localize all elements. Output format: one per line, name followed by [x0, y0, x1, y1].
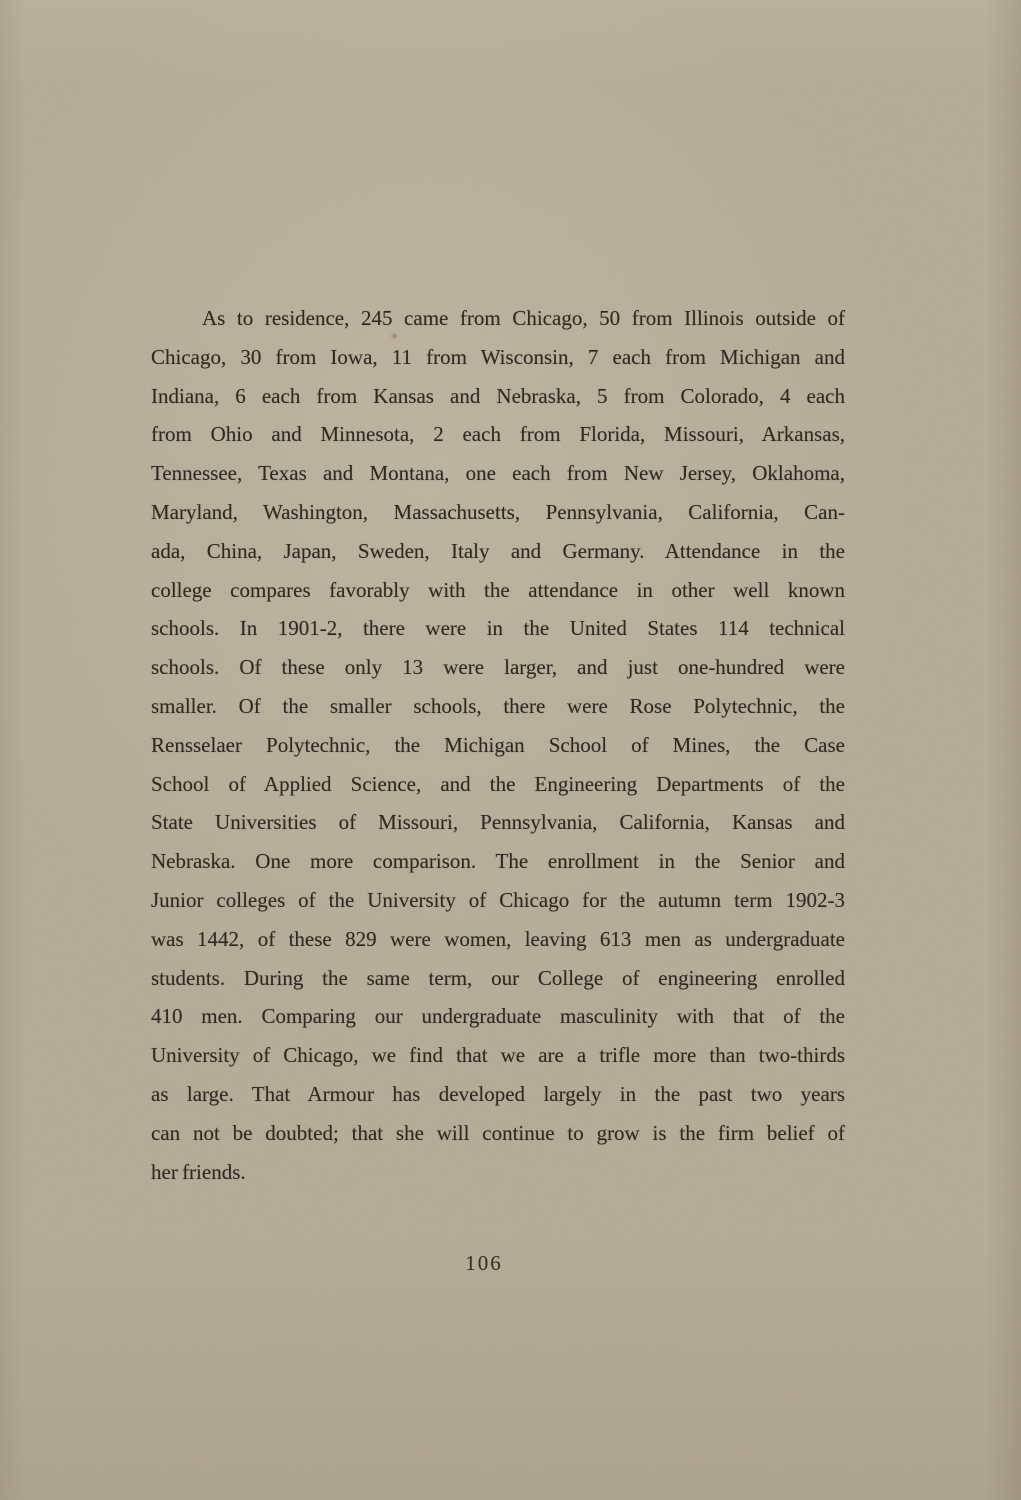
- text-line: Maryland, Washington, Massachusetts, Pennsylvania, California, Can-: [151, 499, 845, 524]
- text-line: smaller. Of the smaller schools, there were Rose Polytechnic, the: [151, 693, 845, 718]
- text-line: her friends.: [151, 1159, 246, 1184]
- text-line: As to residence, 245 came from Chicago, 50 from Illinois outside of: [202, 306, 845, 330]
- text-line: as large. That Armour has developed largely in the past two years: [151, 1081, 845, 1106]
- text-line: can not be doubted; that she will continue to grow is the firm belief of: [151, 1120, 845, 1145]
- text-line: college compares favorably with the attendance in other well known: [151, 577, 845, 602]
- text-line: Chicago, 30 from Iowa, 11 from Wisconsin, 7 each from Michigan and: [151, 344, 845, 369]
- text-line: University of Chicago, we find that we are a trifle more than two-thirds: [151, 1043, 845, 1068]
- text-line: 410 men. Comparing our undergraduate masculinity with that of the: [151, 1004, 845, 1029]
- text-line: Junior colleges of the University of Chicago for the autumn term 1902-3: [151, 887, 845, 912]
- text-line: Nebraska. One more comparison. The enrollment in the Senior and: [151, 849, 845, 874]
- text-line: State Universities of Missouri, Pennsylvania, California, Kansas and: [151, 810, 845, 835]
- text-line: schools. In 1901-2, there were in the United States 114 technical: [151, 616, 845, 641]
- text-line: from Ohio and Minnesota, 2 each from Florida, Missouri, Arkansas,: [151, 422, 845, 447]
- text-line: students. During the same term, our College of engineering enrolled: [151, 965, 845, 990]
- text-line: was 1442, of these 829 were women, leaving 613 men as undergraduate: [151, 926, 845, 951]
- text-line: ada, China, Japan, Sweden, Italy and Germany. Attendance in the: [151, 538, 845, 563]
- text-line: Rensselaer Polytechnic, the Michigan School of Mines, the Case: [151, 732, 845, 757]
- body-text-paragraph: [151, 299, 845, 1191]
- text-line: Tennessee, Texas and Montana, one each from New Jersey, Oklahoma,: [151, 461, 845, 486]
- page-number: 106: [465, 1251, 503, 1275]
- text-line: Indiana, 6 each from Kansas and Nebraska, 5 from Colorado, 4 each: [151, 383, 845, 408]
- text-line: School of Applied Science, and the Engineering Departments of the: [151, 771, 845, 796]
- text-line: schools. Of these only 13 were larger, and just one-hundred were: [151, 655, 845, 680]
